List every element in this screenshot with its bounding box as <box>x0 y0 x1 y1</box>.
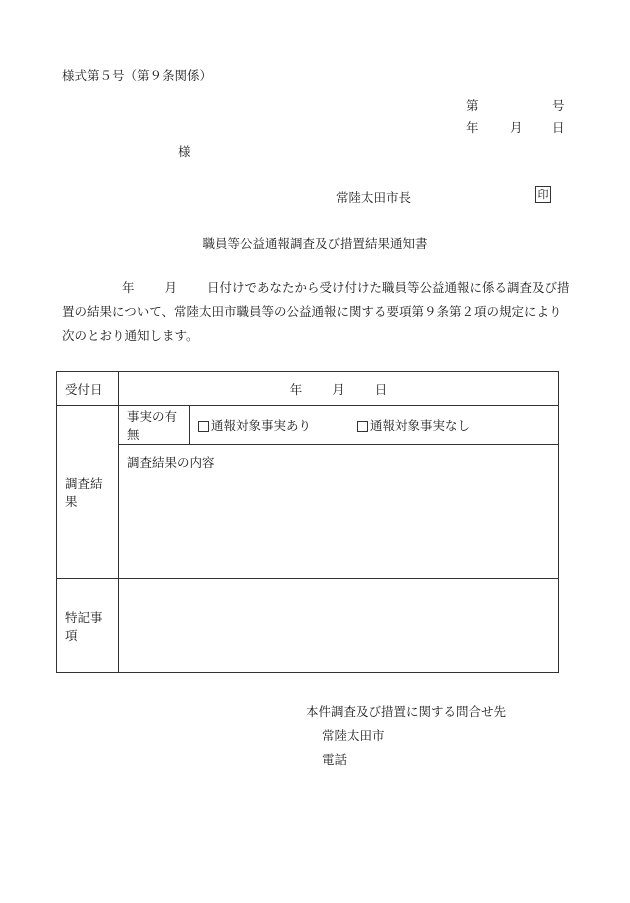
body-year: 年 <box>122 280 135 295</box>
result-content-field[interactable] <box>119 445 559 579</box>
fact-options <box>190 406 559 445</box>
body-paragraph <box>62 276 572 348</box>
doc-number-suffix: 号 <box>552 98 565 113</box>
received-date-field[interactable] <box>119 372 559 406</box>
sender-name: 常陸太田市長 <box>336 190 412 205</box>
investigation-label: 調査結果 <box>57 406 119 579</box>
contact-heading: 本件調査及び措置に関する問合せ先 <box>306 704 507 719</box>
contact-org: 常陸太田市 <box>322 728 385 743</box>
contact-phone-label: 電話 <box>322 752 348 767</box>
form-number: 様式第５号（第９条関係） <box>62 68 213 83</box>
issue-date-day: 日 <box>552 120 565 135</box>
received-month: 月 <box>332 381 345 397</box>
body-month: 月 <box>164 280 178 295</box>
option-fact-none-label: 通報対象事実なし <box>370 418 471 434</box>
received-year: 年 <box>289 381 303 397</box>
fact-existence-label: 事実の有無 <box>119 406 190 445</box>
checkbox-icon <box>357 421 368 432</box>
option-fact-exists[interactable] <box>198 418 311 433</box>
received-date-label: 受付日 <box>57 372 119 406</box>
option-fact-exists-label: 通報対象事実あり <box>211 418 312 434</box>
checkbox-icon <box>198 421 209 432</box>
option-fact-none[interactable] <box>357 418 470 433</box>
remarks-label: 特記事項 <box>57 579 119 673</box>
result-table <box>56 371 559 673</box>
document-title: 職員等公益通報調査及び措置結果通知書 <box>202 236 428 251</box>
doc-number-prefix: 第 <box>466 98 479 113</box>
body-text: 日付けであなたから受け付けた職員等公益通報に係る調査及び措置の結果について、常陸太田市職員等の公益通報に関する要項第９条第２項の規定により次のとおり通知します。 <box>62 280 570 343</box>
recipient-suffix: 様 <box>178 144 191 159</box>
received-day: 日 <box>374 381 388 397</box>
issue-date-year: 年 <box>466 120 479 135</box>
result-content-label: 調査結果の内容 <box>127 455 215 471</box>
issue-date-month: 月 <box>510 120 523 135</box>
remarks-field[interactable] <box>119 579 559 673</box>
seal-mark: 印 <box>535 186 551 203</box>
